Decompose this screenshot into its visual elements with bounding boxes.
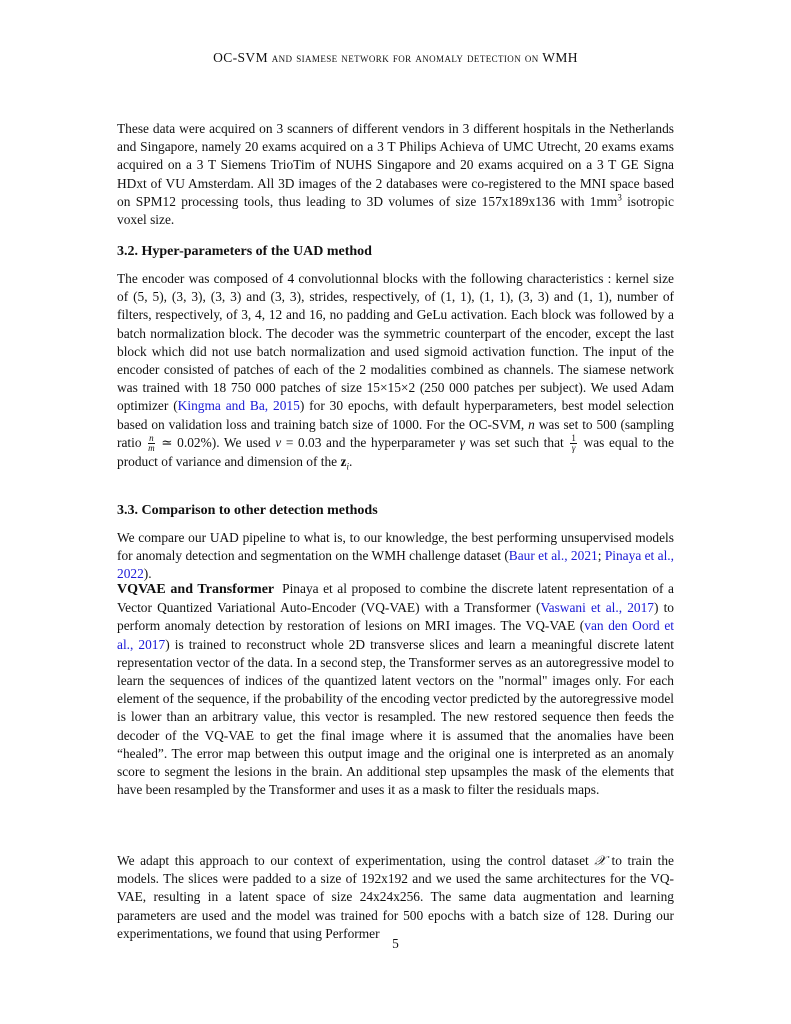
- paragraph-comparison-intro: [117, 529, 674, 584]
- math-var: 𝒳: [594, 853, 606, 868]
- text: ) to perform anomaly detection by restoration of lesions on MRI images. The VQ-VAE (: [117, 600, 674, 634]
- paragraph-adaptation: [117, 852, 674, 943]
- text: The encoder was composed of 4 convolutionnal blocks with the following characteristics : kernel size of (5, 5), (3, 3), (3, 3) and (3, 3), strides, respectively, of (1, 1), (1, 1), (3, 3) and (1, 1), number of filters, respectively, of 3, 4, 12 and 16, no padding and GeLu activation. Each block was followed by a batch normalization block. The decoder was the symmetric counterpart of the encoder, except the last block which did not use batch normalization and used sigmoid activation function. The input of the encoder consisted of patches of each of the 2 modalities combined as channels. The siamese network was trained with 18 750 000 patches of size 15×15×2 (250 000 patches per subject). We used Adam optimizer (: [117, 271, 674, 414]
- citation-link-oord[interactable]: van den Oord et al., 2017: [117, 618, 674, 652]
- paragraph-hyperparameters: [117, 270, 674, 471]
- text: ;: [597, 548, 605, 564]
- math-var: n: [528, 416, 535, 432]
- math-var: γ: [459, 434, 465, 450]
- running-head: OC-SVM and siamese network for anomaly detection on WMH: [213, 50, 578, 65]
- paragraph-vqvae-transformer: [117, 580, 674, 799]
- text: ) is trained to reconstruct whole 2D transverse slices and learn a meaningful discrete latent representation vector of the data. In a second step, the Transformer serves as an autoregressive model to learn the sequences of indices of the quantized latent vectors on the "normal" images only. For each element of the sequence, if the probability of the encoding vector predicted by the autoregressive model is lower than an arbitrary value, this vector is resampled. The new restored sequence then feeds the decoder of the VQ-VAE to get the final image where it is assumed that the anomalies have been “healed”. The error map between this output image and the original one is interpreted as an anomaly score to segment the lesions in the brain. An additional step upsamples the mask of the elements that have been resampled by the Transformer and uses it as a mask to filter the residuals maps.: [117, 636, 674, 798]
- text: These data were acquired on 3 scanners of different vendors in 3 different hospitals in the Netherlands and Singapore, namely 20 exams acquired on a 3 T Philips Achieva of UMC Utrecht, 20 exams exams acquired on a 3 T Siemens TrioTim of NUHS Singapore and 20 exams acquired on a 3 T GE Signa HDxt of VU Amsterdam. All 3D images of the 2 databases were co-registered to the MNI space based on SPM12 processing tools, thus leading to 3D volumes of size 157x189x136 with 1mm: [117, 121, 674, 209]
- paragraph-data-description: [117, 120, 674, 229]
- frac-den: m: [148, 443, 155, 454]
- citation-link-kingma[interactable]: Kingma and Ba, 2015: [177, 398, 300, 414]
- section-heading-3-2: 3.2. Hyper-parameters of the UAD method: [117, 244, 372, 259]
- math-vector: z: [340, 454, 347, 470]
- frac-num: 1: [571, 433, 576, 444]
- text: was set to 500 (sampling ratio: [117, 416, 675, 450]
- run-in-heading: VQVAE and Transformer: [117, 582, 275, 597]
- text: ) for 30 epochs, with default hyperparameters, best model selection based on validation loss and training batch size of 1000. For the OC-SVM,: [117, 398, 675, 432]
- citation-link-pinaya[interactable]: Pinaya et al., 2022: [117, 548, 674, 582]
- text: We adapt this approach to our context of experimentation, using the control dataset: [117, 853, 595, 868]
- text: = 0.03 and the hyperparameter: [281, 434, 460, 450]
- text: Pinaya et al proposed to combine the discrete latent representation of a Vector Quantized Variational Auto-Encoder (VQ-VAE) with a Transformer (: [117, 581, 674, 616]
- fraction-1-over-gamma: [570, 434, 577, 453]
- frac-num: n: [149, 433, 154, 444]
- superscript: 3: [617, 192, 622, 203]
- text: was set such that: [464, 434, 569, 450]
- frac-den: γ: [571, 443, 576, 454]
- text: to train the models. The slices were padded to a size of 192x192 and we used the same architectures for the VQ-VAE, resulting in a latent space of size 24x24x256. The same data augmentation and learning parameters are used and the model was trained for 500 epochs with a batch size of 128. During our experimentations, we found that using Performer: [117, 853, 674, 941]
- citation-link-baur[interactable]: Baur et al., 2021: [508, 548, 598, 564]
- text: ).: [143, 566, 152, 582]
- subscript: i: [346, 461, 349, 472]
- math-var: ν: [275, 434, 282, 450]
- fraction-n-over-m: [148, 434, 155, 453]
- text: was equal to the product of variance and dimension of the: [117, 434, 674, 470]
- citation-link-vaswani[interactable]: Vaswani et al., 2017: [540, 600, 654, 616]
- text: ≃ 0.02%). We used: [156, 434, 276, 450]
- page-number: 5: [392, 936, 399, 951]
- section-heading-3-3: 3.3. Comparison to other detection methods: [117, 503, 378, 518]
- text: isotropic voxel size.: [117, 193, 674, 228]
- text: .: [348, 454, 353, 470]
- text: We compare our UAD pipeline to what is, to our knowledge, the best performing unsupervised models for anomaly detection and segmentation on the WMH challenge dataset (: [117, 530, 674, 564]
